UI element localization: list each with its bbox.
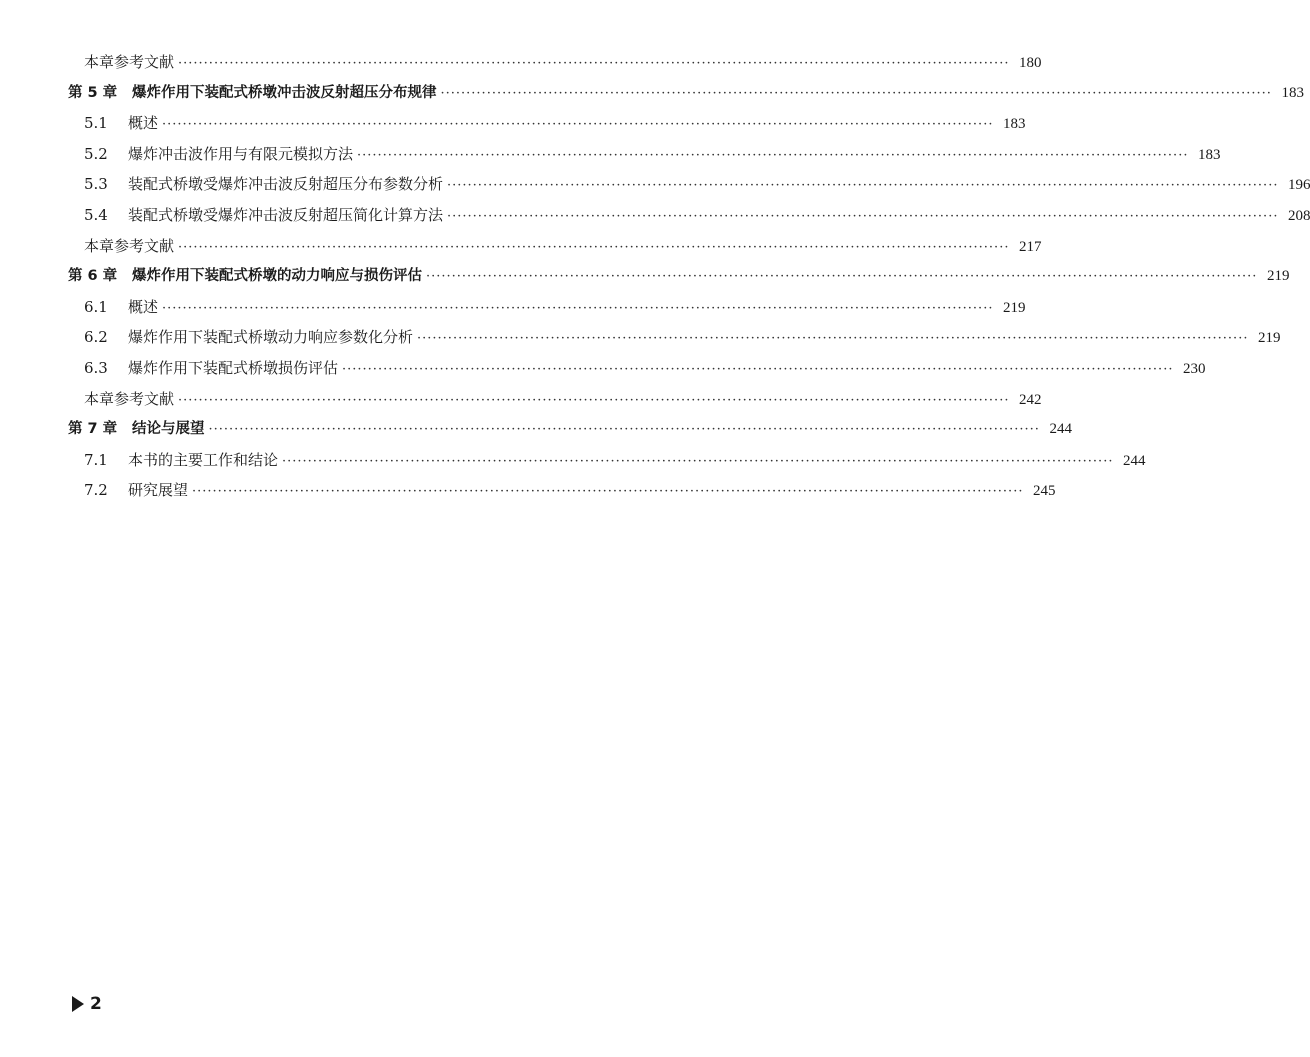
dot-leader xyxy=(209,415,1040,446)
toc-entry-section-6-3[interactable] xyxy=(68,353,1206,384)
toc-entry-title: 爆炸冲击波作用与有限元模拟方法 xyxy=(128,144,354,163)
toc-entry-section-5-1[interactable] xyxy=(68,108,1026,139)
toc-entry-title: 爆炸作用下装配式桥墩冲击波反射超压分布规律 xyxy=(132,84,437,101)
toc-entry-title: 结论与展望 xyxy=(132,421,205,438)
page-footer xyxy=(72,994,102,1014)
toc-entry-page: 180 xyxy=(1018,55,1042,71)
toc-entry-number: 6.3 xyxy=(84,358,108,377)
dot-leader xyxy=(447,171,1278,202)
dot-leader xyxy=(417,324,1248,355)
toc-entry-section-6-2[interactable] xyxy=(68,322,1281,353)
toc-entry-page: 219 xyxy=(1257,330,1281,347)
toc-entry-page: 196 xyxy=(1287,177,1310,194)
toc-entry-page: 219 xyxy=(1266,268,1290,285)
toc-entry-page: 244 xyxy=(1049,421,1072,438)
toc-entry-section-5-2[interactable] xyxy=(68,139,1221,170)
dot-leader xyxy=(447,202,1278,233)
toc-entry-section-7-1[interactable] xyxy=(68,445,1146,476)
toc-entry-title: 爆炸作用下装配式桥墩的动力响应与损伤评估 xyxy=(132,268,422,285)
dot-leader xyxy=(426,262,1257,293)
toc-entry-page: 219 xyxy=(1002,299,1026,316)
toc-entry-number: 6.1 xyxy=(84,297,108,316)
triangle-right-icon xyxy=(72,996,84,1012)
toc-entry-number: 5.2 xyxy=(84,144,108,163)
toc-entry-chapter-6[interactable] xyxy=(68,261,1290,292)
table-of-contents xyxy=(68,47,1310,506)
toc-entry-number: 第 7 章 xyxy=(68,421,118,438)
toc-entry-title: 爆炸作用下装配式桥墩动力响应参数化分析 xyxy=(128,328,414,347)
toc-entry-page: 217 xyxy=(1018,238,1042,255)
toc-entry-number: 第 6 章 xyxy=(68,268,118,285)
toc-entry-title: 概述 xyxy=(128,114,159,133)
toc-entry-page: 245 xyxy=(1032,483,1056,500)
dot-leader xyxy=(178,49,1009,80)
toc-entry-number: 5.3 xyxy=(84,175,108,194)
toc-entry-number: 7.1 xyxy=(84,450,108,469)
toc-entry-title: 装配式桥墩受爆炸冲击波反射超压分布参数分析 xyxy=(128,175,444,194)
dot-leader xyxy=(357,141,1188,172)
toc-entry-page: 244 xyxy=(1122,452,1146,469)
toc-entry-section-6-1[interactable] xyxy=(68,292,1026,323)
toc-entry-number: 6.2 xyxy=(84,328,108,347)
dot-leader xyxy=(342,355,1173,386)
dot-leader xyxy=(162,110,993,141)
toc-entry-title: 本章参考文献 xyxy=(84,236,175,255)
toc-entry-section-5-3[interactable] xyxy=(68,169,1310,200)
toc-entry-number: 5.4 xyxy=(84,205,108,224)
toc-entry-page: 208 xyxy=(1287,207,1310,224)
dot-leader xyxy=(282,447,1113,478)
toc-entry-page: 183 xyxy=(1281,84,1304,101)
dot-leader xyxy=(178,233,1009,264)
page-number: 2 xyxy=(90,994,102,1014)
toc-entry-title: 装配式桥墩受爆炸冲击波反射超压简化计算方法 xyxy=(128,205,444,224)
toc-entry-section-7-2[interactable] xyxy=(68,475,1056,506)
toc-entry-page: 183 xyxy=(1197,146,1221,163)
toc-entry-title: 本章参考文献 xyxy=(84,389,175,408)
toc-entry-title: 研究展望 xyxy=(128,481,189,500)
toc-entry-references[interactable] xyxy=(68,47,1042,78)
dot-leader xyxy=(441,79,1272,110)
toc-entry-number: 第 5 章 xyxy=(68,84,118,101)
dot-leader xyxy=(178,386,1009,417)
dot-leader xyxy=(192,477,1023,508)
toc-entry-title: 本书的主要工作和结论 xyxy=(128,450,279,469)
toc-entry-page: 183 xyxy=(1002,116,1026,133)
toc-entry-number: 7.2 xyxy=(84,481,108,500)
toc-entry-chapter-5[interactable] xyxy=(68,78,1304,109)
toc-entry-section-5-4[interactable] xyxy=(68,200,1310,231)
toc-entry-page: 242 xyxy=(1018,391,1042,408)
toc-entry-title: 本章参考文献 xyxy=(84,53,175,71)
toc-entry-references[interactable] xyxy=(68,231,1042,262)
toc-entry-chapter-7[interactable] xyxy=(68,414,1072,445)
toc-entry-number: 5.1 xyxy=(84,114,108,133)
toc-entry-references[interactable] xyxy=(68,384,1042,415)
toc-entry-title: 概述 xyxy=(128,297,159,316)
dot-leader xyxy=(162,294,993,325)
toc-entry-page: 230 xyxy=(1182,360,1206,377)
toc-entry-title: 爆炸作用下装配式桥墩损伤评估 xyxy=(128,358,339,377)
